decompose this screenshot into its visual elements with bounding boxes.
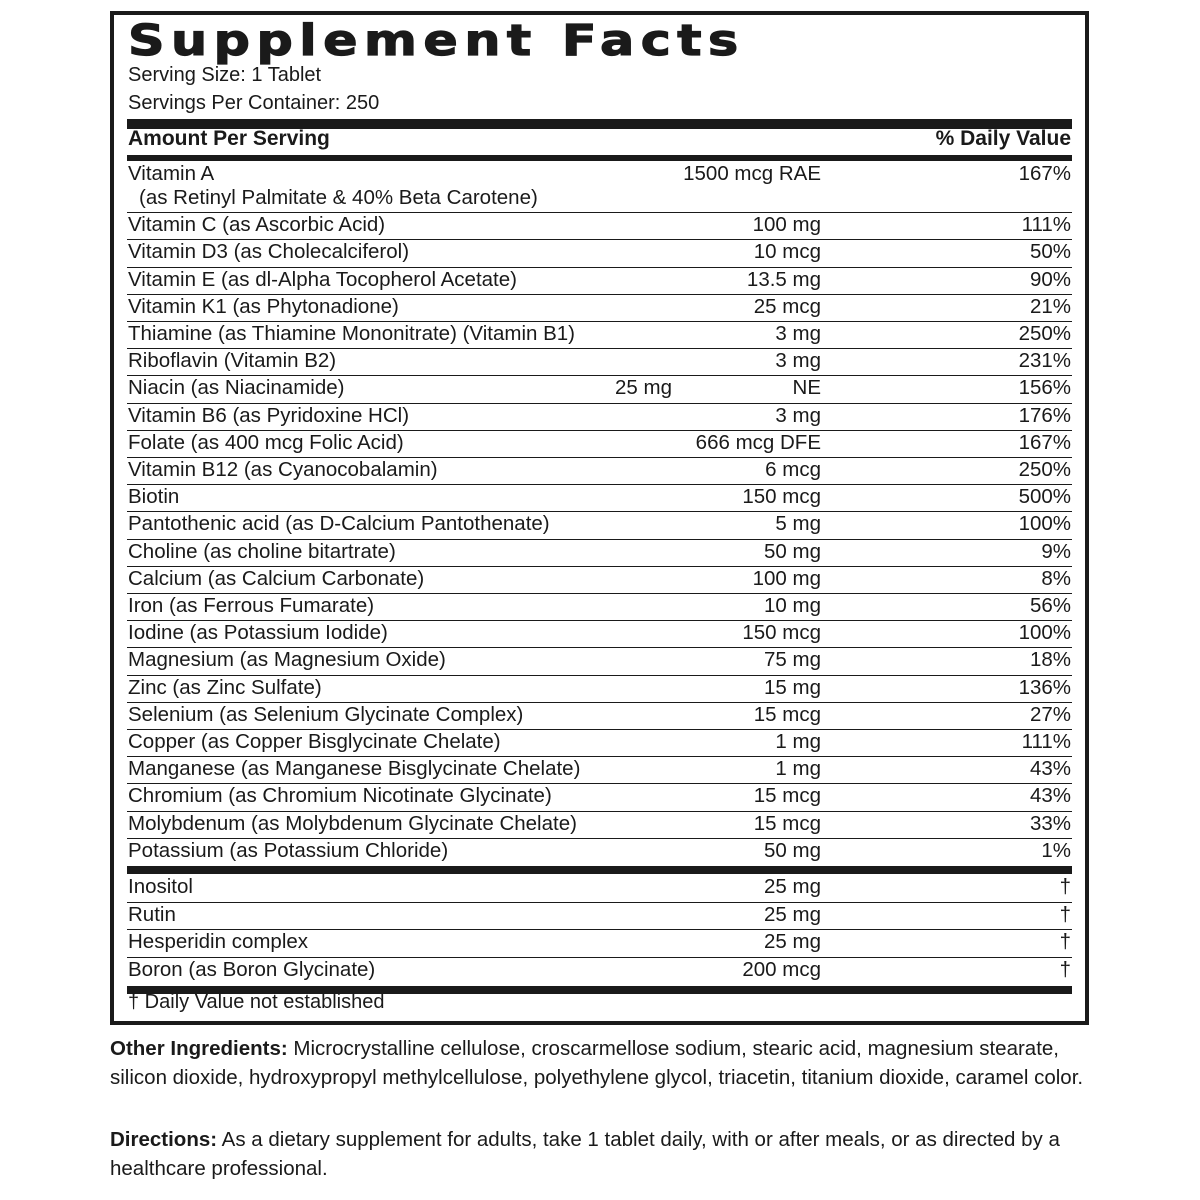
directions-label: Directions: xyxy=(110,1128,218,1151)
ingredient-name: Niacin (as Niacinamide) xyxy=(128,376,345,400)
nutrient-row xyxy=(127,348,1072,376)
ingredient-daily-value: † xyxy=(1059,930,1071,954)
ingredient-amount: 1 mg xyxy=(775,730,821,753)
ingredient-amount: 666 mcg DFE xyxy=(695,430,821,454)
ingredient-amount: 15 mcg xyxy=(753,702,821,726)
ingredient-daily-value: 18% xyxy=(1029,648,1071,672)
ingredient-daily-value: 100% xyxy=(1018,621,1071,645)
ingredient-daily-value: 167% xyxy=(1018,162,1071,185)
other-ingredients-label: Other Ingredients: xyxy=(110,1037,288,1060)
daily-value-label: % Daily Value xyxy=(935,127,1071,150)
ingredient-name: Selenium (as Selenium Glycinate Complex) xyxy=(128,702,524,726)
ingredient-name: Iron (as Ferrous Fumarate) xyxy=(128,594,375,617)
ingredient-name: Zinc (as Zinc Sulfate) xyxy=(128,675,322,699)
nutrient-row xyxy=(127,783,1072,811)
ingredient-name: Vitamin A xyxy=(128,162,215,185)
ingredient-daily-value: 9% xyxy=(1041,539,1071,563)
nutrient-row xyxy=(127,162,1072,212)
nutrient-row xyxy=(127,403,1072,431)
nutrient-row xyxy=(127,239,1072,267)
ingredient-name: Folate (as 400 mcg Folic Acid) xyxy=(128,430,404,454)
other-item-row xyxy=(127,875,1072,902)
nutrient-row xyxy=(127,838,1072,866)
other-ingredients-text: Microcrystalline cellulose, croscarmellose sodium, stearic acid, magnesium stearate, silicon dioxide, hydroxypropyl methylcellulose, polyethylene glycol, triacetin, titanium dioxide, caramel color. xyxy=(110,1037,1084,1089)
ingredient-name: Vitamin C (as Ascorbic Acid) xyxy=(128,213,386,237)
ingredient-daily-value: † xyxy=(1059,875,1071,898)
ingredient-name: Potassium (as Potassium Chloride) xyxy=(128,838,449,862)
ingredient-name: Vitamin E (as dl-Alpha Tocopherol Acetate) xyxy=(128,267,517,291)
nutrient-row xyxy=(127,593,1072,621)
nutrient-row xyxy=(127,294,1072,322)
ingredient-amount: 150 mcg xyxy=(742,485,821,509)
ingredient-name: Hesperidin complex xyxy=(128,930,309,954)
ingredient-daily-value: † xyxy=(1059,957,1071,981)
other-item-row xyxy=(127,902,1072,930)
other-ingredients xyxy=(110,1034,1100,1092)
ingredient-amount: 10 mcg xyxy=(753,240,821,264)
ingredient-daily-value: 250% xyxy=(1018,322,1071,345)
nutrient-row xyxy=(127,430,1072,458)
ingredient-name: Rutin xyxy=(128,903,176,927)
ingredient-daily-value: 500% xyxy=(1018,485,1071,509)
ingredient-amount: 100 mg xyxy=(752,213,821,237)
serving-size: Serving Size: 1 Tablet xyxy=(128,64,322,86)
ingredient-name: Biotin xyxy=(128,485,180,509)
ingredient-name: Choline (as choline bitartrate) xyxy=(128,539,396,563)
nutrient-row xyxy=(127,457,1072,485)
ingredient-amount: 3 mg xyxy=(775,403,821,427)
nutrient-row xyxy=(127,484,1072,512)
ingredient-amount-extra: 25 mg xyxy=(615,376,672,400)
ingredient-amount: 1500 mcg RAE xyxy=(683,162,821,185)
nutrient-row xyxy=(127,566,1072,594)
nutrient-row xyxy=(127,702,1072,730)
ingredient-name: Thiamine (as Thiamine Mononitrate) (Vitamin B1) xyxy=(128,322,576,345)
ingredient-amount: 15 mcg xyxy=(753,784,821,808)
thick-divider-header xyxy=(127,155,1072,161)
thick-divider-middle xyxy=(127,866,1072,874)
ingredient-daily-value: 43% xyxy=(1029,784,1071,808)
ingredient-amount: 15 mcg xyxy=(753,811,821,835)
nutrient-row xyxy=(127,756,1072,784)
ingredient-daily-value: 43% xyxy=(1029,757,1071,781)
nutrient-row xyxy=(127,212,1072,240)
ingredient-daily-value: 21% xyxy=(1029,294,1071,318)
ingredient-name: Vitamin B12 (as Cyanocobalamin) xyxy=(128,458,438,481)
panel-title: Supplement Facts xyxy=(128,16,745,66)
directions xyxy=(110,1125,1100,1183)
nutrient-row xyxy=(127,375,1072,403)
ingredient-daily-value: 231% xyxy=(1018,349,1071,373)
ingredient-name: Magnesium (as Magnesium Oxide) xyxy=(128,648,446,672)
nutrient-row xyxy=(127,675,1072,703)
ingredient-daily-value: 111% xyxy=(1021,213,1071,237)
ingredient-daily-value: 111% xyxy=(1021,730,1071,753)
ingredient-daily-value: 1% xyxy=(1041,838,1071,862)
nutrient-row xyxy=(127,539,1072,567)
ingredient-amount: 3 mg xyxy=(775,322,821,345)
ingredient-source: (as Retinyl Palmitate & 40% Beta Carotene) xyxy=(139,186,538,209)
ingredient-amount: 13.5 mg xyxy=(746,267,821,291)
other-item-row xyxy=(127,957,1072,985)
ingredient-amount: 200 mcg xyxy=(742,957,821,981)
ingredient-daily-value: 27% xyxy=(1029,702,1071,726)
ingredient-amount: 10 mg xyxy=(764,594,821,617)
ingredient-name: Boron (as Boron Glycinate) xyxy=(128,957,376,981)
ingredient-name: Riboflavin (Vitamin B2) xyxy=(128,349,337,373)
ingredient-daily-value: 90% xyxy=(1029,267,1071,291)
ingredient-amount: 50 mg xyxy=(764,539,821,563)
ingredient-name: Inositol xyxy=(128,875,193,898)
ingredient-daily-value: 156% xyxy=(1018,376,1071,400)
ingredient-amount: 50 mg xyxy=(764,838,821,862)
ingredient-amount: 6 mcg xyxy=(765,458,821,481)
ingredient-daily-value: 56% xyxy=(1029,594,1071,617)
ingredient-amount: 100 mg xyxy=(752,566,821,590)
ingredient-daily-value: 100% xyxy=(1018,512,1071,536)
ingredient-name: Chromium (as Chromium Nicotinate Glycinate) xyxy=(128,784,552,808)
ingredient-amount: 1 mg xyxy=(775,757,821,781)
nutrient-row xyxy=(127,647,1072,675)
ingredient-name: Vitamin D3 (as Cholecalciferol) xyxy=(128,240,410,264)
nutrient-row xyxy=(127,321,1072,349)
ingredient-daily-value: 167% xyxy=(1018,430,1071,454)
nutrient-row xyxy=(127,267,1072,295)
nutrient-row xyxy=(127,511,1072,539)
ingredient-name: Iodine (as Potassium Iodide) xyxy=(128,621,388,645)
table-header xyxy=(128,127,1071,153)
ingredient-daily-value: 33% xyxy=(1029,811,1071,835)
ingredient-name: Calcium (as Calcium Carbonate) xyxy=(128,566,425,590)
ingredient-amount: 25 mg xyxy=(764,903,821,927)
nutrient-row xyxy=(127,620,1072,648)
ingredient-daily-value: 8% xyxy=(1041,566,1071,590)
ingredient-name: Manganese (as Manganese Bisglycinate Chelate) xyxy=(128,757,581,781)
nutrient-row xyxy=(127,729,1072,757)
ingredient-name: Molybdenum (as Molybdenum Glycinate Chelate) xyxy=(128,811,577,835)
supplement-facts-panel xyxy=(110,11,1089,1025)
ingredient-name: Pantothenic acid (as D-Calcium Pantothenate) xyxy=(128,512,550,536)
ingredient-daily-value: 50% xyxy=(1029,240,1071,264)
footnote: † Daily Value not established xyxy=(128,991,385,1013)
ingredient-amount: 25 mcg xyxy=(753,294,821,318)
ingredient-daily-value: † xyxy=(1059,903,1071,927)
directions-text: As a dietary supplement for adults, take 1 tablet daily, with or after meals, or as directed by a healthcare professional. xyxy=(110,1128,1060,1180)
other-item-row xyxy=(127,929,1072,957)
ingredient-amount: 15 mg xyxy=(764,675,821,699)
ingredient-amount: 150 mcg xyxy=(742,621,821,645)
ingredient-daily-value: 176% xyxy=(1018,403,1071,427)
ingredient-amount: 25 mg xyxy=(764,930,821,954)
ingredient-name: Vitamin K1 (as Phytonadione) xyxy=(128,294,399,318)
ingredient-name: Copper (as Copper Bisglycinate Chelate) xyxy=(128,730,501,753)
servings-per-container: Servings Per Container: 250 xyxy=(128,92,380,114)
ingredient-amount: 5 mg xyxy=(775,512,821,536)
ingredient-daily-value: 250% xyxy=(1018,458,1071,481)
nutrient-row xyxy=(127,811,1072,839)
ingredient-amount: 3 mg xyxy=(775,349,821,373)
ingredient-amount: 75 mg xyxy=(764,648,821,672)
ingredient-amount: NE xyxy=(792,376,821,400)
amount-per-serving-label: Amount Per Serving xyxy=(128,127,330,150)
ingredient-name: Vitamin B6 (as Pyridoxine HCl) xyxy=(128,403,410,427)
ingredient-amount: 25 mg xyxy=(764,875,821,898)
ingredient-daily-value: 136% xyxy=(1018,675,1071,699)
